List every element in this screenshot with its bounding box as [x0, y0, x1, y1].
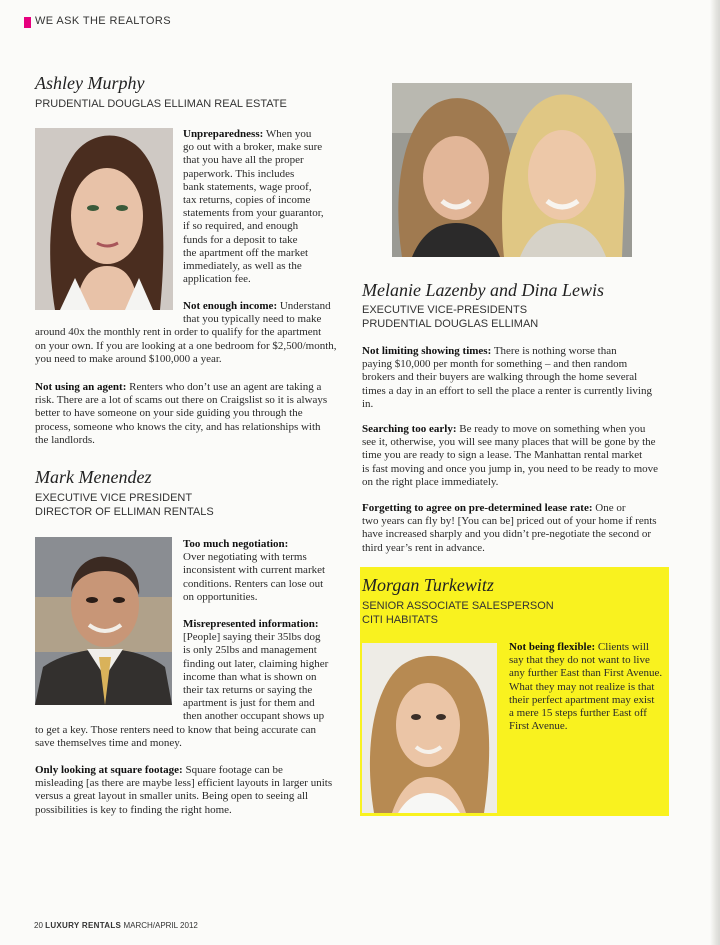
tip-line: their perfect apartment may exist — [509, 693, 655, 706]
tip-line: if so required, and enough — [183, 220, 299, 233]
tip-line: see it, otherwise, you will see many places that will be gone by the — [362, 436, 656, 449]
tip-line: say that they do not want to live — [509, 654, 650, 667]
realtor-name-mark-menendez: Mark Menendez — [35, 467, 152, 487]
tip-line: Be ready to move on something when you — [459, 423, 646, 435]
tip-line: First Avenue. — [509, 720, 568, 733]
tip-line: is fast moving and once you jump in, you need to be ready to move — [362, 462, 659, 475]
tip-heading: Searching too early: — [362, 423, 457, 435]
tip-heading: Misrepresented information: — [183, 618, 319, 630]
tip-square-footage — [35, 764, 347, 817]
tip-line: paying $10,000 per month for something – and then random — [362, 358, 628, 371]
tip-line: There is nothing worse than — [493, 345, 617, 357]
tip-heading: Too much negotiation: — [183, 538, 289, 550]
tip-line: the apartment off the market — [183, 246, 309, 259]
tip-line: bank statements, wage proof, — [183, 180, 312, 193]
tip-not-enough-income — [183, 300, 343, 326]
realtor-role-ashley-murphy — [35, 97, 287, 111]
tip-line: Renters who don’t use an agent are taking a — [129, 381, 322, 393]
tip-line: immediately, as well as the — [183, 260, 302, 273]
tip-line: funds for a deposit to take — [183, 233, 298, 246]
tip-line: apartment is just for them and — [183, 697, 315, 710]
tip-line: application fee. — [183, 273, 251, 286]
role-line: PRUDENTIAL DOUGLAS ELLIMAN — [362, 318, 539, 330]
tip-line: process, someone who knows the city, and has relationships with — [35, 420, 321, 433]
section-marker — [24, 17, 31, 28]
tip-heading: Only looking at square footage: — [35, 764, 183, 776]
realtor-role-mark-menendez — [35, 491, 214, 519]
tip-line: What they may not realize is that — [509, 680, 655, 693]
tip-line: on your own. If you are looking at a one bedroom for $2,500/month, — [35, 339, 337, 352]
tip-line: finding out later, claiming higher — [183, 657, 329, 670]
tip-line: any further East than First Avenue. — [509, 667, 663, 680]
tip-searching-too-early — [362, 423, 677, 489]
tip-line: third year’s rent in advance. — [362, 541, 485, 554]
tip-line: conditions. Renters can lose out — [183, 577, 324, 590]
tip-line: is only 25lbs and management — [183, 644, 317, 657]
tip-line: better to have someone on your side guiding you through the — [35, 407, 303, 420]
tip-line: Understand — [279, 300, 331, 312]
realtor-role-lazenby-lewis — [362, 303, 538, 331]
tip-line: One or — [595, 502, 626, 514]
tip-line: around 40x the monthly rent in order to qualify for the apartment — [35, 326, 322, 339]
tip-heading: Forgetting to agree on pre-determined lease rate: — [362, 502, 593, 514]
tip-not-limiting-showing-times — [362, 345, 677, 411]
tip-line: times a day in an effort to sell the place a renter is currently living — [362, 384, 652, 397]
tip-misrepresented-information — [183, 618, 343, 724]
tip-line: then another occupant shows up — [183, 710, 325, 723]
page-binding-edge — [710, 0, 720, 945]
tip-line: Square footage can be — [185, 764, 283, 776]
tip-line: possibilities is key to finding the right home. — [35, 803, 232, 816]
role-line: PRUDENTIAL DOUGLAS ELLIMAN REAL ESTATE — [35, 98, 287, 110]
tip-too-much-negotiation — [183, 538, 343, 604]
tip-line: you need to make around $100,000 a year. — [35, 352, 222, 365]
tip-line: that you have all the proper — [183, 154, 304, 167]
role-line: EXECUTIVE VICE PRESIDENT — [35, 492, 193, 504]
tip-line: in. — [362, 397, 374, 410]
tip-heading: Not being flexible: — [509, 641, 596, 653]
page-number: 20 — [34, 921, 43, 930]
role-line: SENIOR ASSOCIATE SALESPERSON — [362, 600, 554, 612]
tip-pre-determined-lease-rate — [362, 502, 677, 555]
realtor-role-morgan-turkewitz — [362, 599, 554, 627]
tip-line: the landlords. — [35, 433, 95, 446]
tip-line: inconsistent with current market — [183, 564, 326, 577]
tip-line: a mere 15 steps further East off — [509, 707, 647, 720]
realtor-name-ashley-murphy: Ashley Murphy — [35, 73, 145, 93]
tip-line: their tax returns or saying the — [183, 684, 313, 697]
tip-misrepresented-information-cont — [35, 724, 347, 750]
issue-date: MARCH/APRIL 2012 — [123, 921, 198, 930]
publication-name: LUXURY RENTALS — [45, 921, 122, 930]
page-folio — [34, 921, 198, 930]
tip-heading: Not using an agent: — [35, 381, 127, 393]
tip-not-using-agent — [35, 381, 347, 447]
tip-line: versus a great layout in smaller units. Being open to seeing all — [35, 790, 309, 803]
realtor-name-morgan-turkewitz: Morgan Turkewitz — [362, 575, 494, 595]
tip-line: brokers and their buyers are walking through the home several — [362, 371, 638, 384]
tip-line: to get a key. Those renters need to know that being accurate can — [35, 723, 316, 736]
role-line: CITI HABITATS — [362, 614, 438, 626]
tip-line: paperwork. This includes — [183, 167, 295, 180]
tip-line: save themselves time and money. — [35, 736, 182, 749]
morgan-turkewitz-photo — [362, 643, 497, 813]
lazenby-lewis-photo — [392, 83, 632, 257]
tip-line: time you are ready to sign a lease. The Manhattan rental market — [362, 449, 643, 462]
tip-not-being-flexible — [509, 641, 671, 733]
section-label: WE ASK THE REALTORS — [35, 15, 171, 27]
tip-line: When you — [265, 128, 312, 140]
tip-not-enough-income-cont — [35, 326, 347, 366]
tip-line: Over negotiating with terms — [183, 551, 307, 564]
realtor-name-lazenby-lewis: Melanie Lazenby and Dina Lewis — [362, 280, 604, 300]
tip-line: Clients will — [597, 641, 649, 653]
tip-line: [People] saying their 35lbs dog — [183, 631, 321, 644]
tip-line: on opportunities. — [183, 590, 258, 603]
tip-heading: Unpreparedness: — [183, 128, 264, 140]
tip-line: that you typically need to make — [183, 313, 322, 326]
tip-line: statements from your guarantor, — [183, 207, 324, 220]
tip-heading: Not limiting showing times: — [362, 345, 492, 357]
mark-menendez-photo — [35, 537, 172, 705]
tip-heading: Not enough income: — [183, 300, 278, 312]
ashley-murphy-photo — [35, 128, 173, 310]
tip-line: have increased sharply and you didn’t pre-negotiate the second or — [362, 528, 652, 541]
tip-line: two years can fly by! [You can be] priced out of your home if rents — [362, 515, 657, 528]
tip-unpreparedness — [183, 128, 343, 286]
role-line: EXECUTIVE VICE-PRESIDENTS — [362, 304, 528, 316]
tip-line: on the right place immediately. — [362, 475, 499, 488]
tip-line: tax returns, copies of income — [183, 194, 311, 207]
tip-line: go out with a broker, make sure — [183, 141, 323, 154]
tip-line: income than what is shown on — [183, 670, 317, 683]
role-line: DIRECTOR OF ELLIMAN RENTALS — [35, 506, 214, 518]
tip-line: misleading [as there are maybe less] efficient layouts in larger units — [35, 777, 333, 790]
tip-line: risk. There are a lot of scams out there on Craigslist so it is always — [35, 394, 328, 407]
